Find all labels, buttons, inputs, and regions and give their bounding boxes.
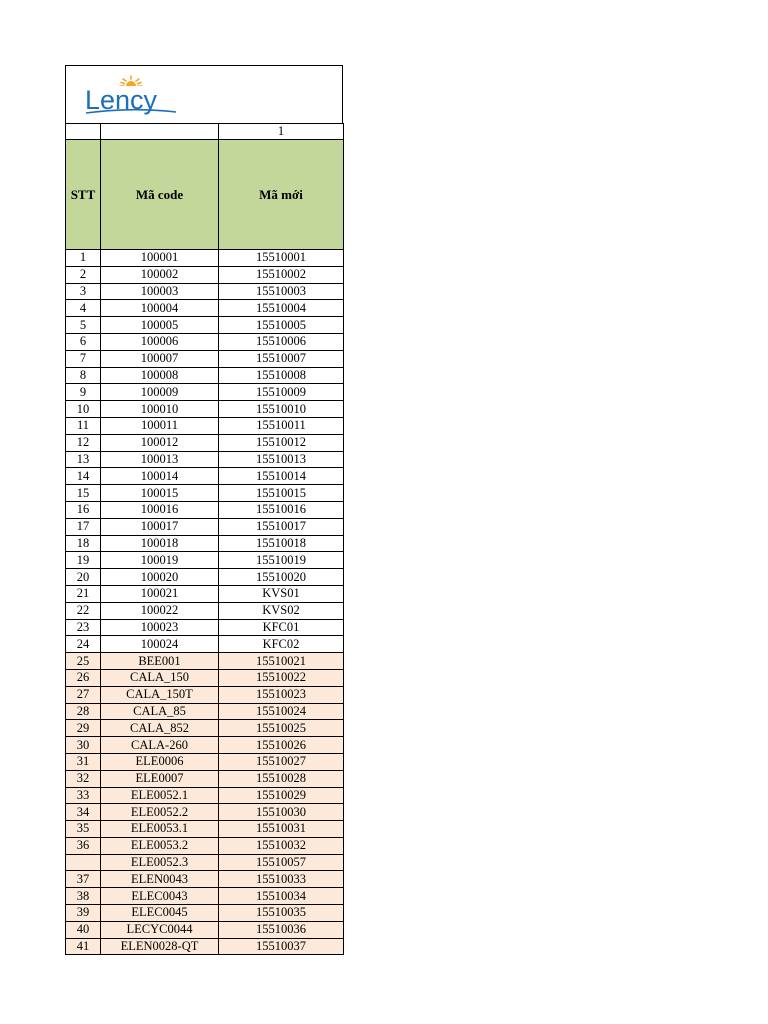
table-row — [66, 266, 344, 283]
column-number-cell — [101, 124, 219, 140]
table-row — [66, 686, 344, 703]
cell-stt: 10 — [66, 401, 101, 418]
cell-code: 100004 — [101, 300, 219, 317]
spreadsheet — [65, 65, 343, 955]
cell-new-code: KFC01 — [219, 619, 344, 636]
cell-new-code: 15510034 — [219, 888, 344, 905]
cell-new-code: 15510002 — [219, 266, 344, 283]
cell-new-code: 15510003 — [219, 283, 344, 300]
cell-stt: 36 — [66, 837, 101, 854]
cell-new-code: 15510031 — [219, 821, 344, 838]
column-number-row — [66, 124, 344, 140]
cell-stt: 29 — [66, 720, 101, 737]
table-row — [66, 804, 344, 821]
table-row — [66, 821, 344, 838]
cell-stt: 40 — [66, 921, 101, 938]
cell-stt: 39 — [66, 905, 101, 922]
table-row — [66, 485, 344, 502]
cell-new-code: 15510012 — [219, 434, 344, 451]
cell-stt: 26 — [66, 669, 101, 686]
cell-code: 100010 — [101, 401, 219, 418]
cell-stt: 14 — [66, 468, 101, 485]
cell-code: CALA_150 — [101, 669, 219, 686]
cell-new-code: 15510015 — [219, 485, 344, 502]
cell-new-code: 15510011 — [219, 417, 344, 434]
cell-stt: 31 — [66, 753, 101, 770]
cell-stt: 20 — [66, 569, 101, 586]
cell-new-code: 15510028 — [219, 770, 344, 787]
table-row — [66, 854, 344, 871]
cell-new-code: KFC02 — [219, 636, 344, 653]
table-row — [66, 501, 344, 518]
cell-new-code: 15510025 — [219, 720, 344, 737]
table-row — [66, 905, 344, 922]
cell-new-code: 15510026 — [219, 737, 344, 754]
table-row — [66, 569, 344, 586]
cell-stt: 16 — [66, 501, 101, 518]
cell-new-code: KVS01 — [219, 585, 344, 602]
cell-stt: 34 — [66, 804, 101, 821]
cell-code: ELE0053.1 — [101, 821, 219, 838]
cell-stt: 22 — [66, 602, 101, 619]
cell-code: ELE0052.1 — [101, 787, 219, 804]
cell-stt: 1 — [66, 250, 101, 267]
cell-stt: 25 — [66, 653, 101, 670]
cell-code: 100019 — [101, 552, 219, 569]
lency-logo-icon — [84, 74, 178, 118]
cell-code: 100022 — [101, 602, 219, 619]
cell-stt: 11 — [66, 417, 101, 434]
cell-new-code: 15510016 — [219, 501, 344, 518]
column-number-cell: 1 — [219, 124, 344, 140]
cell-code: 100007 — [101, 350, 219, 367]
table-row — [66, 770, 344, 787]
table-row — [66, 535, 344, 552]
cell-stt: 18 — [66, 535, 101, 552]
cell-stt — [66, 854, 101, 871]
table-row — [66, 669, 344, 686]
cell-stt: 15 — [66, 485, 101, 502]
table-row — [66, 888, 344, 905]
table-row — [66, 401, 344, 418]
cell-stt: 32 — [66, 770, 101, 787]
cell-new-code: 15510007 — [219, 350, 344, 367]
cell-stt: 28 — [66, 703, 101, 720]
cell-stt: 35 — [66, 821, 101, 838]
cell-code: 100001 — [101, 250, 219, 267]
cell-new-code: 15510023 — [219, 686, 344, 703]
cell-code: ELE0052.2 — [101, 804, 219, 821]
cell-code: 100016 — [101, 501, 219, 518]
cell-code: LECYC0044 — [101, 921, 219, 938]
table-row — [66, 417, 344, 434]
cell-code: ELEN0028-QT — [101, 938, 219, 955]
column-number-cell — [66, 124, 101, 140]
cell-new-code: 15510019 — [219, 552, 344, 569]
cell-new-code: 15510020 — [219, 569, 344, 586]
cell-code: ELE0052.3 — [101, 854, 219, 871]
cell-code: ELEN0043 — [101, 871, 219, 888]
cell-new-code: 15510017 — [219, 518, 344, 535]
cell-code: 100006 — [101, 333, 219, 350]
cell-new-code: 15510022 — [219, 669, 344, 686]
table-row — [66, 350, 344, 367]
cell-new-code: 15510036 — [219, 921, 344, 938]
cell-stt: 23 — [66, 619, 101, 636]
cell-new-code: 15510001 — [219, 250, 344, 267]
cell-stt: 19 — [66, 552, 101, 569]
cell-code: 100015 — [101, 485, 219, 502]
table-row — [66, 703, 344, 720]
header-row — [66, 140, 344, 250]
code-mapping-table — [65, 123, 344, 955]
cell-code: ELEC0043 — [101, 888, 219, 905]
cell-new-code: 15510057 — [219, 854, 344, 871]
cell-stt: 9 — [66, 384, 101, 401]
table-row — [66, 585, 344, 602]
table-row — [66, 451, 344, 468]
cell-stt: 3 — [66, 283, 101, 300]
cell-code: ELE0053.2 — [101, 837, 219, 854]
table-row — [66, 753, 344, 770]
cell-new-code: 15510013 — [219, 451, 344, 468]
table-row — [66, 720, 344, 737]
cell-code: 100005 — [101, 317, 219, 334]
cell-new-code: 15510006 — [219, 333, 344, 350]
cell-code: BEE001 — [101, 653, 219, 670]
table-row — [66, 250, 344, 267]
cell-stt: 21 — [66, 585, 101, 602]
table-row — [66, 283, 344, 300]
cell-code: 100002 — [101, 266, 219, 283]
cell-code: 100003 — [101, 283, 219, 300]
table-row — [66, 871, 344, 888]
cell-code: CALA-260 — [101, 737, 219, 754]
cell-stt: 41 — [66, 938, 101, 955]
cell-stt: 5 — [66, 317, 101, 334]
cell-new-code: 15510014 — [219, 468, 344, 485]
table-row — [66, 636, 344, 653]
cell-code: CALA_150T — [101, 686, 219, 703]
logo-text: Lency — [85, 85, 158, 115]
cell-stt: 7 — [66, 350, 101, 367]
cell-new-code: 15510027 — [219, 753, 344, 770]
cell-code: 100008 — [101, 367, 219, 384]
table-row — [66, 787, 344, 804]
cell-code: 100018 — [101, 535, 219, 552]
header-code: Mã code — [101, 140, 219, 250]
cell-code: CALA_85 — [101, 703, 219, 720]
cell-code: ELE0007 — [101, 770, 219, 787]
table-row — [66, 602, 344, 619]
cell-code: 100012 — [101, 434, 219, 451]
cell-code: 100017 — [101, 518, 219, 535]
table-row — [66, 317, 344, 334]
cell-code: ELE0006 — [101, 753, 219, 770]
cell-new-code: 15510035 — [219, 905, 344, 922]
cell-new-code: 15510037 — [219, 938, 344, 955]
cell-stt: 37 — [66, 871, 101, 888]
cell-stt: 12 — [66, 434, 101, 451]
cell-stt: 6 — [66, 333, 101, 350]
cell-stt: 17 — [66, 518, 101, 535]
cell-new-code: 15510032 — [219, 837, 344, 854]
cell-new-code: 15510029 — [219, 787, 344, 804]
table-row — [66, 921, 344, 938]
cell-new-code: 15510010 — [219, 401, 344, 418]
cell-new-code: 15510005 — [219, 317, 344, 334]
cell-new-code: 15510021 — [219, 653, 344, 670]
cell-stt: 30 — [66, 737, 101, 754]
table-row — [66, 468, 344, 485]
cell-stt: 8 — [66, 367, 101, 384]
table-row — [66, 619, 344, 636]
cell-new-code: 15510024 — [219, 703, 344, 720]
table-row — [66, 434, 344, 451]
cell-stt: 4 — [66, 300, 101, 317]
table-row — [66, 653, 344, 670]
cell-new-code: 15510004 — [219, 300, 344, 317]
cell-new-code: 15510018 — [219, 535, 344, 552]
cell-code: ELEC0045 — [101, 905, 219, 922]
header-stt: STT — [66, 140, 101, 250]
cell-stt: 2 — [66, 266, 101, 283]
cell-stt: 38 — [66, 888, 101, 905]
cell-code: 100013 — [101, 451, 219, 468]
table-row — [66, 552, 344, 569]
cell-stt: 24 — [66, 636, 101, 653]
cell-new-code: 15510008 — [219, 367, 344, 384]
table-row — [66, 300, 344, 317]
table-row — [66, 837, 344, 854]
header-new-code: Mã mới — [219, 140, 344, 250]
cell-code: 100020 — [101, 569, 219, 586]
cell-code: 100021 — [101, 585, 219, 602]
cell-code: CALA_852 — [101, 720, 219, 737]
cell-stt: 27 — [66, 686, 101, 703]
table-row — [66, 367, 344, 384]
cell-new-code: 15510030 — [219, 804, 344, 821]
table-row — [66, 384, 344, 401]
cell-code: 100009 — [101, 384, 219, 401]
cell-code: 100023 — [101, 619, 219, 636]
table-row — [66, 938, 344, 955]
cell-stt: 33 — [66, 787, 101, 804]
table-row — [66, 518, 344, 535]
cell-new-code: 15510009 — [219, 384, 344, 401]
table-row — [66, 737, 344, 754]
table-row — [66, 333, 344, 350]
cell-code: 100014 — [101, 468, 219, 485]
cell-new-code: 15510033 — [219, 871, 344, 888]
logo-row — [65, 65, 343, 123]
cell-new-code: KVS02 — [219, 602, 344, 619]
cell-code: 100024 — [101, 636, 219, 653]
cell-code: 100011 — [101, 417, 219, 434]
cell-stt: 13 — [66, 451, 101, 468]
